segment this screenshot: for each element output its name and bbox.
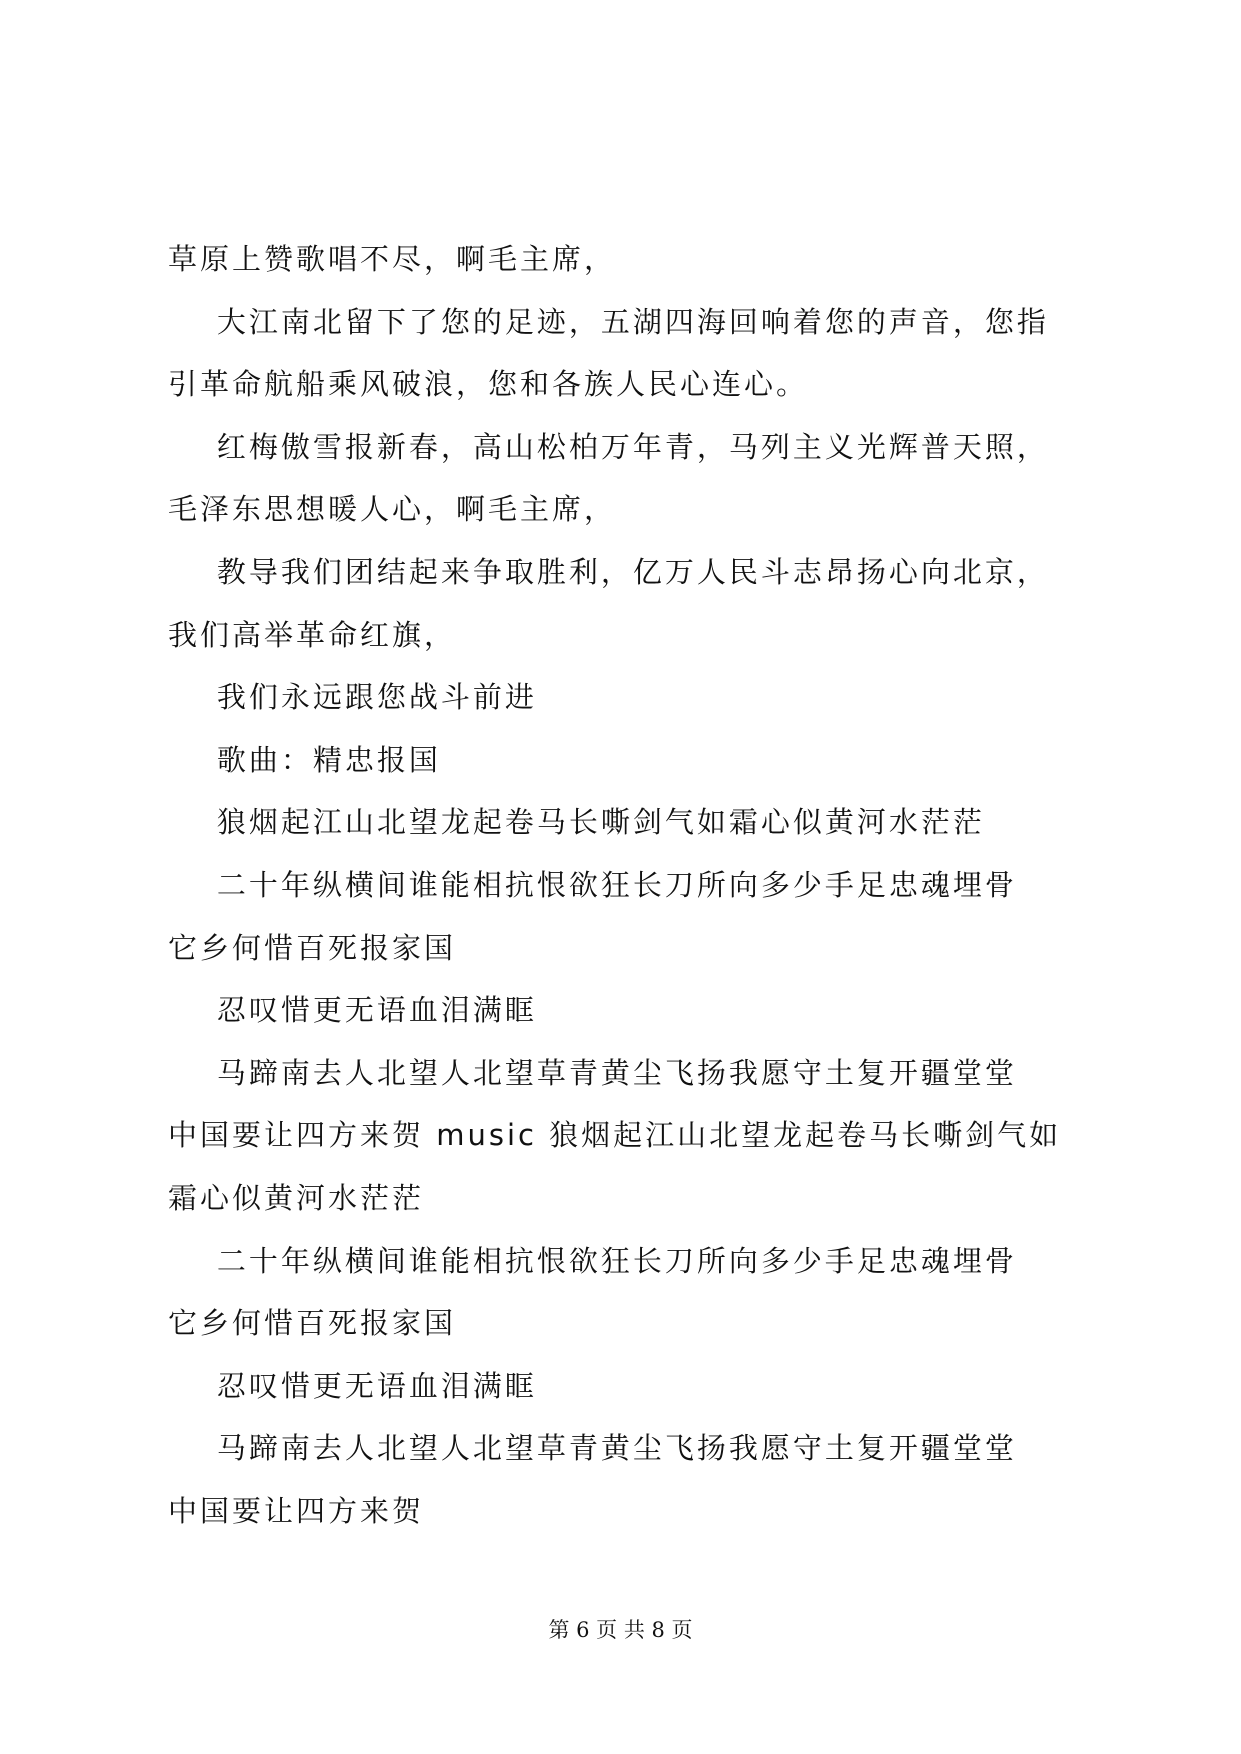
text-line: 草原上赞歌唱不尽，啊毛主席， bbox=[168, 242, 617, 276]
text-line: 马蹄南去人北望人北望草青黄尘飞扬我愿守土复开疆堂堂 bbox=[168, 1055, 1017, 1090]
page-number-footer: 第 6 页 共 8 页 bbox=[548, 1618, 693, 1642]
text-line: 中国要让四方来贺 bbox=[168, 1493, 425, 1528]
text-line: 引革命航船乘风破浪，您和各族人民心连心。 bbox=[168, 367, 809, 402]
text-line: 我们永远跟您战斗前进 bbox=[168, 680, 537, 715]
text-line: 毛泽东思想暖人心，啊毛主席， bbox=[168, 492, 617, 527]
text-line: 歌曲：精忠报国 bbox=[168, 742, 441, 777]
text-line: 教导我们团结起来争取胜利，亿万人民斗志昂扬心向北京， bbox=[168, 554, 1049, 589]
text-line: 红梅傲雪报新春，高山松柏万年青，马列主义光辉普天照， bbox=[168, 429, 1049, 464]
document-body bbox=[168, 228, 1088, 1542]
text-line: 二十年纵横间谁能相抗恨欲狂长刀所向多少手足忠魂埋骨 bbox=[168, 867, 1017, 902]
text-line: 忍叹惜更无语血泪满眶 bbox=[168, 993, 537, 1028]
text-line: 二十年纵横间谁能相抗恨欲狂长刀所向多少手足忠魂埋骨 bbox=[168, 1243, 1017, 1278]
text-line: 大江南北留下了您的足迹，五湖四海回响着您的声音，您指 bbox=[168, 304, 1049, 339]
text-line: 狼烟起江山北望龙起卷马长嘶剑气如霜心似黄河水茫茫 bbox=[168, 805, 985, 840]
text-line: 它乡何惜百死报家国 bbox=[168, 1306, 457, 1341]
text-line: 霜心似黄河水茫茫 bbox=[168, 1180, 425, 1215]
text-line: 我们高举革命红旗， bbox=[168, 617, 457, 652]
text-line: 中国要让四方来贺 music 狼烟起江山北望龙起卷马长嘶剑气如 bbox=[168, 1118, 1062, 1153]
text-line: 它乡何惜百死报家国 bbox=[168, 930, 457, 965]
text-line: 忍叹惜更无语血泪满眶 bbox=[168, 1368, 537, 1403]
text-line: 马蹄南去人北望人北望草青黄尘飞扬我愿守土复开疆堂堂 bbox=[168, 1431, 1017, 1466]
